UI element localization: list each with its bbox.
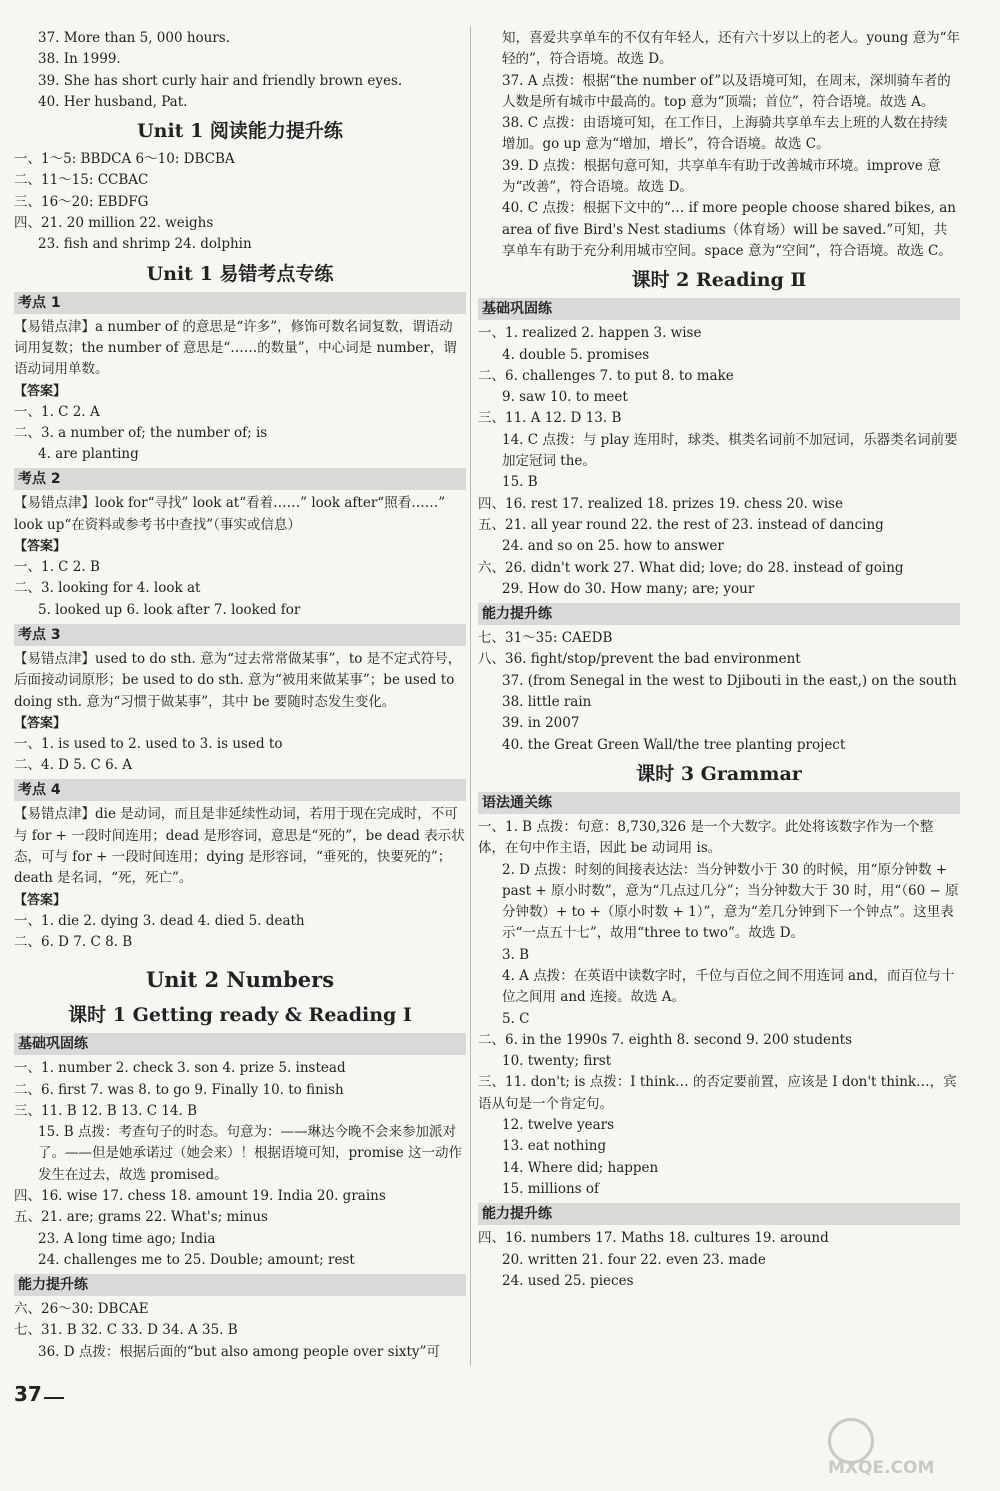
answer-line: 15. millions of [502,1180,599,1197]
answer-explanation: 14. C 点拨：与 play 连用时，球类、棋类名词前不加冠词，乐器类名词前要加定冠词 the。 [502,431,958,470]
answer-line: 四、16. wise 17. chess 18. amount 19. India 20. grains [14,1187,386,1204]
answer-line: 40. the Great Green Wall/the tree planting project [502,736,846,753]
answer-line: 六、26～30: DBCAE [14,1301,149,1318]
answer-line: 八、36. fight/stop/prevent the bad environment [478,651,801,668]
error-tip: 【易错点津】a number of 的意思是“许多”，修饰可数名词复数，谓语动词用复数；the number of 意思是“……的数量”，中心词是 number，谓语动词用单数。 [14,318,457,378]
basic-practice-tag: 基础巩固练 [478,298,960,320]
answer-line: 5. looked up 6. look after 7. looked for [38,601,301,618]
answer-line: 20. written 21. four 22. even 23. made [502,1251,766,1268]
answer-line: 13. eat nothing [502,1138,607,1155]
error-tip: 【易错点津】used to do sth. 意为“过去常常做某事”，to 是不定式符号，后面接动词原形；be used to do sth. 意为“被用来做某事”；be used to doing sth. 意为“习惯于做某事”，其中 be 要随时态发生变化。 [14,650,462,710]
answer-line: 一、1. number 2. check 3. son 4. prize 5. instead [14,1060,346,1077]
answer-line: 14. Where did; happen [502,1159,659,1176]
section-heading-reading: Unit 1 阅读能力提升练 [137,120,343,143]
column-divider [470,26,471,1366]
ability-practice-tag: 能力提升练 [478,603,960,625]
answer-line: 二、6. D 7. C 8. B [14,933,133,950]
kaodian-1-tag: 考点 1 [14,292,466,314]
answer-line: 六、26. didn't work 27. What did; love; do 28. instead of going [478,559,904,576]
lesson-2-heading: 课时 2 Reading Ⅱ [631,269,807,292]
answer-explanation: 36. D 点拨：根据后面的“but also among people over sixty”可 [38,1343,440,1360]
answer-line: 三、11. A 12. D 13. B [478,410,622,427]
answer-line: 38. In 1999. [38,51,121,68]
answer-explanation: 知，喜爱共享单车的不仅有年轻人，还有六十岁以上的老人。young 意为“年轻的”，符合语境。故选 D。 [502,30,960,68]
answer-line: 三、11. B 12. B 13. C 14. B [14,1102,198,1119]
right-column [478,28,960,1292]
kaodian-4-tag: 考点 4 [14,779,466,801]
answer-line: 二、6. challenges 7. to put 8. to make [478,367,734,384]
answer-line: 10. twenty; first [502,1053,612,1070]
answer-line: 37. More than 5, 000 hours. [38,30,231,46]
unit-2-heading: Unit 2 Numbers [145,967,335,993]
grammar-practice-tag: 语法通关练 [478,792,960,814]
answer-line: 24. and so on 25. how to answer [502,538,724,555]
answer-line: 二、11～15: CCBAC [14,172,149,189]
answer-line: 二、4. D 5. C 6. A [14,757,132,774]
answer-label: 【答案】 [14,715,67,731]
answer-explanation: 4. A 点拨：在英语中读数字时，千位与百位之间不用连词 and，而百位与十位之间用 and 连接。故选 A。 [502,967,955,1006]
answer-line: 一、1. die 2. dying 3. dead 4. died 5. death [14,912,305,929]
error-tip: 【易错点津】die 是动词，而且是非延续性动词，若用于现在完成时，不可与 for + 一段时间连用；dead 是形容词，意思是“死的”，be dead 表示状态，可与 for + 一段时间连用；dying 是形容词，“垂死的，快要死的”；death 是名词，“死，死亡”。 [14,806,465,887]
answer-line: 四、16. rest 17. realized 18. prizes 19. chess 20. wise [478,495,843,512]
watermark-url: MXQE.COM [828,1458,935,1478]
answer-line: 24. used 25. pieces [502,1272,634,1289]
answer-line: 40. Her husband, Pat. [38,93,188,110]
answer-explanation: 38. C 点拨：由语境可知，在工作日，上海骑共享单车去上班的人数在持续增加。go up 意为“增加，增长”，符合语境。故选 C。 [502,115,948,153]
answer-line: 三、16～20: EBDFG [14,193,149,210]
answer-line: 二、6. in the 1990s 7. eighth 8. second 9. 200 students [478,1031,853,1048]
answer-line: 五、21. are; grams 22. What's; minus [14,1209,268,1226]
answer-explanation: 37. A 点拨：根据“the number of”以及语境可知，在周末，深圳骑车者的人数是所有城市中最高的。top 意为“顶端；首位”，符合语境。故选 A。 [502,72,951,110]
left-column [14,28,466,1363]
answer-line: 一、1. realized 2. happen 3. wise [478,325,702,342]
answer-line: 39. in 2007 [502,715,580,732]
answer-line: 24. challenges me to 25. Double; amount; rest [38,1251,355,1268]
ability-practice-tag: 能力提升练 [14,1274,466,1296]
answer-line: 4. are planting [38,446,139,463]
kaodian-3-tag: 考点 3 [14,624,466,646]
answer-label: 【答案】 [14,383,67,399]
answer-line: 七、31. B 32. C 33. D 34. A 35. B [14,1322,238,1339]
answer-line: 五、21. all year round 22. the rest of 23. instead of dancing [478,516,884,533]
answer-line: 一、1. C 2. B [14,559,100,576]
watermark [828,1418,978,1478]
answer-explanation: 39. D 点拨：根据句意可知，共享单车有助于改善城市环境。improve 意为“改善”，符合语境。故选 D。 [502,157,941,196]
answer-line: 一、1～5: BBDCA 6～10: DBCBA [14,151,235,168]
answer-explanation: 一、1. B 点拨：句意：8,730,326 是一个大数字。此处将该数字作为一个整体，在句中作主语，因此 be 动词用 is。 [478,818,934,857]
answer-line: 23. A long time ago; India [38,1230,216,1247]
answer-explanation: 三、11. don't; is 点拨：I think… 的否定要前置，应该是 I don't think…，宾语从句是一个肯定句。 [478,1074,957,1112]
answer-line: 38. little rain [502,694,592,711]
answer-label: 【答案】 [14,539,67,555]
answer-line: 15. B [502,474,538,491]
answer-line: 七、31～35: CAEDB [478,630,613,647]
lesson-1-heading: 课时 1 Getting ready & Reading Ⅰ [68,1004,412,1027]
lesson-3-heading: 课时 3 Grammar [636,762,802,785]
answer-explanation: 40. C 点拨：根据下文中的“… if more people choose shared bikes, an area of five Bird's Nest stadiums（体育场）will be saved.”可知，共享单车有助于充分利用城市空间。space 意为“空间”，符合语境。故选 C。 [502,200,956,259]
basic-practice-tag: 基础巩固练 [14,1033,466,1055]
answer-line: 一、1. C 2. A [14,403,100,420]
section-heading-errors: Unit 1 易错考点专练 [146,262,334,285]
answer-explanation: 15. B 点拨：考查句子的时态。句意为：——琳达今晚不会来参加派对了。——但是她承诺过（她会来）！根据语境可知，promise 这一动作发生在过去，故选 promised。 [38,1124,463,1183]
error-tip: 【易错点津】look for“寻找” look at“看着……” look after“照看……” look up“在资料或参考书中查找”（事实或信息） [14,495,446,533]
answer-line: 5. C [502,1010,530,1027]
page-number-dash [44,1397,64,1399]
answer-line: 四、21. 20 million 22. weighs [14,215,214,232]
kaodian-2-tag: 考点 2 [14,468,466,490]
ability-practice-tag: 能力提升练 [478,1203,960,1225]
answer-label: 【答案】 [14,892,67,908]
answer-line: 23. fish and shrimp 24. dolphin [38,236,252,253]
answer-line: 一、1. is used to 2. used to 3. is used to [14,735,283,752]
answer-line: 37. (from Senegal in the west to Djibouti in the east,) on the south [502,672,957,689]
answer-line: 29. How do 30. How many; are; your [502,580,755,597]
answer-line: 四、16. numbers 17. Maths 18. cultures 19. around [478,1230,829,1247]
answer-line: 二、6. first 7. was 8. to go 9. Finally 10. to finish [14,1081,344,1098]
answer-line: 39. She has short curly hair and friendly brown eyes. [38,72,403,89]
answer-line: 9. saw 10. to meet [502,389,628,406]
answer-line: 二、3. looking for 4. look at [14,580,201,597]
answer-line: 4. double 5. promises [502,346,650,363]
page-number: 37 [14,1382,42,1406]
answer-explanation: 2. D 点拨：时刻的间接表达法：当分钟数小于 30 的时候，用“原分钟数 + past + 原小时数”，意为“几点过几分”；当分钟数大于 30 时，用“（60 − 原分钟数）+ to +（原小时数 + 1）”，意为“差几分钟到下一个钟点”。这里表示“一点五十七”，故用“three to two”。故选 D。 [502,861,959,942]
answer-line: 12. twelve years [502,1117,615,1134]
answer-line: 二、3. a number of; the number of; is [14,424,268,441]
answer-line: 3. B [502,946,530,963]
